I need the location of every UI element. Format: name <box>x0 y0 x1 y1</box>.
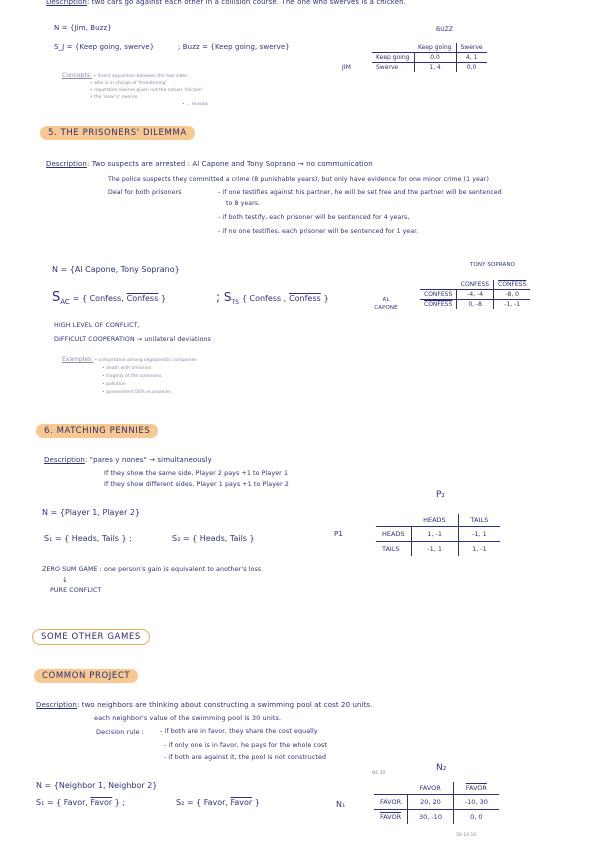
description-label: Description <box>46 160 87 168</box>
example-item: • death with omission <box>102 366 152 371</box>
row-label: HEADS <box>376 527 411 542</box>
chicken-concepts <box>62 72 208 108</box>
payoff-cell: 20, 20 <box>408 795 454 810</box>
set-open: = { Confess, <box>72 294 124 303</box>
description-text: : "pares y nones" → simultaneously <box>84 456 212 464</box>
payoff-cell: -4, -4 <box>457 290 494 300</box>
row-label: TAILS <box>376 542 411 557</box>
row-label: Swerve <box>372 63 414 73</box>
payoff-cell: -1, 1 <box>458 527 500 542</box>
col-header: HEADS <box>411 514 458 527</box>
pennies-line2: If they show the same side, Player 2 pays +1 to Player 1 <box>104 470 289 477</box>
description-label: Description <box>46 0 87 6</box>
common-payoff-table <box>374 782 499 824</box>
prisoners-conflict2: DIFFICULT COOPERATION → unilateral deviations <box>54 336 211 343</box>
col-header: FAVOR <box>453 782 499 795</box>
pennies-line3: If they show different sides, Player 1 pays +1 to Player 2 <box>104 481 289 488</box>
prisoners-deal-label: Deal for both prisoners <box>108 189 182 196</box>
common-rule1: - if both are in favor, they share the cost equally <box>160 728 318 735</box>
prisoners-deal1: - if one testifies against his partner, he will be set free and the partner will be sentenced <box>218 189 502 196</box>
prisoners-players: N = {Al Capone, Tony Soprano} <box>52 265 180 274</box>
set-open: S₂ = { Favor, <box>176 798 228 807</box>
pennies-payoff-table <box>376 514 500 556</box>
pennies-pure-conflict: PURE CONFLICT <box>50 587 102 594</box>
pennies-description <box>44 456 212 464</box>
chicken-strategies-buzz: ; Buzz = {Keep going, swerve} <box>178 43 290 51</box>
payoff-cell: 1, -1 <box>411 527 458 542</box>
prisoners-deal1b: to 8 years. <box>226 200 261 207</box>
payoff-cell: 1, 4 <box>414 63 456 73</box>
col-header: Keep going <box>414 43 456 53</box>
set-close: } <box>161 294 167 303</box>
chicken-row-player: JIM <box>342 64 352 71</box>
set-close: } <box>254 798 260 807</box>
concepts-label: Concepts: <box>62 72 92 79</box>
concept-item: • ... reveals <box>182 102 209 107</box>
payoff-cell: 0,0 <box>466 64 477 71</box>
s-symbol: ; S <box>216 290 232 304</box>
example-item: • competition among oligopolistic companies <box>94 358 197 363</box>
set-open: S₁ = { Favor, <box>36 798 88 807</box>
pennies-strategies-1: S₁ = { Heads, Tails } ; <box>44 534 132 543</box>
payoff-cell: 0, 0 <box>470 813 483 821</box>
chicken-strategies-jim: S_J = {Keep going, swerve} <box>54 43 155 51</box>
section-title-pennies: 6. MATCHING PENNIES <box>36 424 158 438</box>
section-title-prisoners: 5. THE PRISONERS' DILEMMA <box>40 126 195 140</box>
row-label: CONFESS <box>420 300 457 310</box>
concept-item: • direct opposition between the two sides <box>93 74 188 79</box>
common-rule3: - if both are against it, the pool is not constructed <box>164 754 327 761</box>
set-negation: Favor <box>90 798 113 807</box>
payoff-cell: 0,0 <box>414 53 456 63</box>
set-close: } <box>323 294 329 303</box>
prisoners-line2: The police suspects they committed a crime (8 punishable years), but only have evidence for one minor crime (1 year) <box>108 176 489 183</box>
chicken-description <box>46 0 406 6</box>
row-label: CONFESS <box>420 290 457 300</box>
prisoners-column-player: TONY SOPRANO <box>470 262 516 268</box>
description-label: Description <box>36 701 77 709</box>
col-header: Swerve <box>456 43 487 53</box>
payoff-cell: 4, 1 <box>456 53 487 63</box>
concept-item: • reputation swerve given not the notion 'chicken' <box>90 88 204 93</box>
description-text: : Two suspects are arrested : Al Capone and Tony Soprano → no communication <box>86 160 373 168</box>
example-item: • government 50% economies <box>102 390 171 395</box>
prisoners-strategies-ts <box>216 290 329 306</box>
col-header: CONFESS <box>457 280 494 290</box>
chicken-payoff-table <box>372 43 487 72</box>
row-label: FAVOR <box>374 795 408 810</box>
pennies-column-player: P₂ <box>436 490 446 500</box>
common-rule2: - if only one is in favor, he pays for the whole cost <box>164 742 328 749</box>
col-header: TAILS <box>458 514 500 527</box>
payoff-cell: 30, -10 <box>408 810 454 825</box>
s-symbol: S <box>52 290 61 305</box>
payoff-cell: 1, -1 <box>472 545 487 553</box>
common-description <box>36 701 373 709</box>
col-header: CONFESS <box>494 280 531 290</box>
common-note-top: NE 30 <box>372 771 386 776</box>
example-item: • pollution <box>102 382 126 387</box>
set-close: } ; <box>114 798 126 807</box>
section-title-other-games: SOME OTHER GAMES <box>32 629 150 645</box>
pennies-zero-sum: ZERO SUM GAME : one person's gain is equivalent to another's loss <box>42 566 262 573</box>
description-text: : two neighbors are thinking about constructing a swimming pool at cost 20 units. <box>76 701 373 709</box>
prisoners-deal3: - if no one testifies, each prisoner will be sentenced for 1 year. <box>218 228 419 235</box>
row-label: Keep going <box>372 53 414 63</box>
common-players: N = {Neighbor 1, Neighbor 2} <box>36 781 158 790</box>
concept-item: • who is in charge of 'threatening' <box>90 81 167 86</box>
common-decision-label: Decision rule : <box>96 728 145 736</box>
common-strategies-1 <box>36 798 125 807</box>
prisoners-payoff-table <box>420 280 530 309</box>
set-open: { Confess , <box>241 294 287 303</box>
prisoners-strategies-ac <box>52 290 166 306</box>
payoff-cell: -1, 1 <box>411 542 458 557</box>
example-item: • tragedy of the commons <box>102 374 162 379</box>
row-label: FAVOR <box>374 810 408 825</box>
prisoners-description <box>46 160 373 168</box>
description-label: Description <box>44 456 85 464</box>
concept-item: • the 'loser's' swerve <box>90 95 138 100</box>
chicken-players: N = {Jim, Buzz} <box>54 24 112 32</box>
set-negation: Confess <box>126 294 159 303</box>
payoff-cell: -1, -1 <box>504 301 521 308</box>
common-row-player: N₁ <box>336 800 346 809</box>
common-line2: each neighbor's value of the swimming pool is 30 units. <box>94 714 282 722</box>
s-subscript: TS <box>231 298 239 306</box>
payoff-cell: -8, 0 <box>494 290 531 300</box>
prisoners-conflict1: HIGH LEVEL OF CONFLICT, <box>54 322 140 329</box>
pennies-row-player: P1 <box>334 530 343 538</box>
payoff-cell: -10, 30 <box>453 795 499 810</box>
col-header: FAVOR <box>408 782 454 795</box>
s-subscript: AC <box>60 297 70 306</box>
description-text: : two cars go against each other in a collision course. The one who swerves is a chicken. <box>86 0 406 6</box>
prisoners-examples <box>62 356 197 397</box>
examples-label: Examples: <box>62 356 94 363</box>
payoff-cell: 0, -8 <box>457 300 494 310</box>
common-note-bottom: 30-10 10 <box>456 833 477 838</box>
pennies-strategies-2: S₂ = { Heads, Tails } <box>172 534 255 543</box>
common-column-player: N₂ <box>436 763 447 773</box>
set-negation: Confess <box>289 294 321 303</box>
prisoners-deal2: - if both testify, each prisoner will be sentenced for 4 years, <box>218 214 410 221</box>
arrow-down-icon: ↓ <box>62 576 68 584</box>
set-negation: Favor <box>230 798 253 807</box>
pennies-players: N = {Player 1, Player 2} <box>42 508 141 517</box>
section-title-common-project: COMMON PROJECT <box>34 669 138 683</box>
chicken-column-player: BUZZ <box>436 26 454 33</box>
common-strategies-2 <box>176 798 260 807</box>
prisoners-row-player: AL CAPONE <box>374 297 398 311</box>
